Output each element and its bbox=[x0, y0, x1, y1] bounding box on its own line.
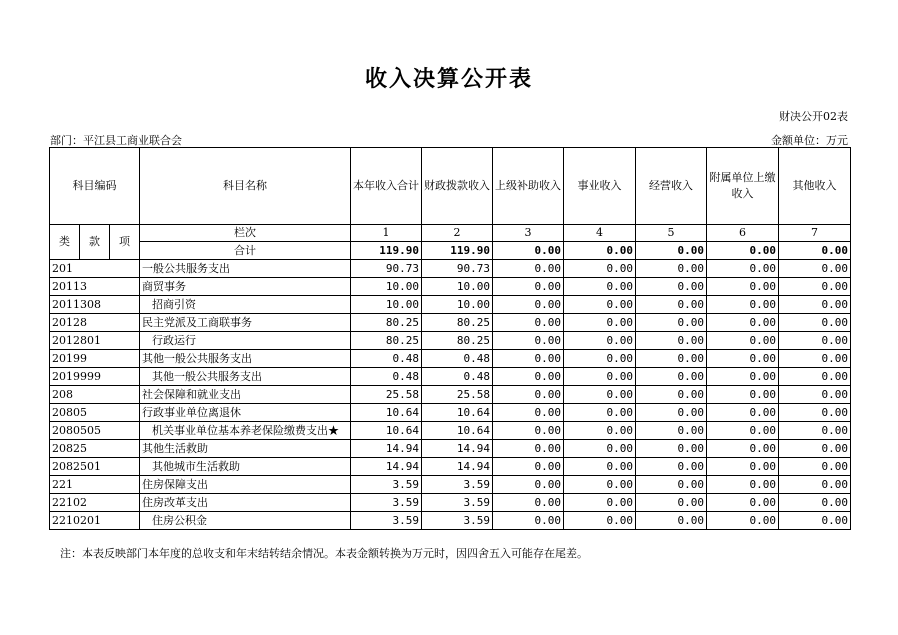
amount-cell: 0.00 bbox=[636, 476, 707, 494]
header-lei: 类 bbox=[50, 225, 80, 260]
amount-cell: 14.94 bbox=[351, 458, 422, 476]
subject-name-cell: 机关事业单位基本养老保险缴费支出★ bbox=[140, 422, 351, 440]
amount-cell: 0.00 bbox=[707, 440, 779, 458]
amount-cell: 0.48 bbox=[351, 350, 422, 368]
subject-name-cell: 其他城市生活救助 bbox=[140, 458, 351, 476]
table-row bbox=[50, 494, 851, 512]
header-col-3: 上级补助收入 bbox=[493, 148, 564, 225]
amount-cell: 0.00 bbox=[707, 512, 779, 530]
amount-cell: 0.00 bbox=[707, 260, 779, 278]
amount-cell: 10.64 bbox=[422, 422, 493, 440]
income-table bbox=[49, 147, 851, 530]
amount-cell: 0.00 bbox=[779, 458, 851, 476]
amount-cell: 0.00 bbox=[779, 314, 851, 332]
header-col-2: 财政拨款收入 bbox=[422, 148, 493, 225]
amount-cell: 0.48 bbox=[351, 368, 422, 386]
amount-cell: 14.94 bbox=[351, 440, 422, 458]
subject-code-cell: 22102 bbox=[50, 494, 140, 512]
amount-cell: 0.00 bbox=[707, 494, 779, 512]
subject-code-cell: 2080505 bbox=[50, 422, 140, 440]
amount-cell: 0.00 bbox=[493, 494, 564, 512]
amount-cell: 0.00 bbox=[636, 260, 707, 278]
amount-cell: 0.00 bbox=[493, 458, 564, 476]
col-number-4: 4 bbox=[564, 225, 636, 242]
header-lanci: 栏次 bbox=[140, 225, 351, 242]
amount-cell: 10.00 bbox=[351, 278, 422, 296]
amount-cell: 0.00 bbox=[707, 404, 779, 422]
amount-cell: 0.00 bbox=[779, 278, 851, 296]
amount-cell: 10.64 bbox=[351, 422, 422, 440]
amount-cell: 0.00 bbox=[493, 314, 564, 332]
col-number-1: 1 bbox=[351, 225, 422, 242]
amount-cell: 14.94 bbox=[422, 458, 493, 476]
amount-cell: 0.00 bbox=[564, 440, 636, 458]
subject-name-cell: 其他一般公共服务支出 bbox=[140, 368, 351, 386]
header-subject-code: 科目编码 bbox=[50, 148, 140, 225]
subject-code-cell: 208 bbox=[50, 386, 140, 404]
table-row bbox=[50, 386, 851, 404]
amount-cell: 0.00 bbox=[636, 440, 707, 458]
amount-cell: 3.59 bbox=[351, 476, 422, 494]
table-row bbox=[50, 476, 851, 494]
table-row bbox=[50, 512, 851, 530]
amount-cell: 0.48 bbox=[422, 368, 493, 386]
amount-cell: 10.00 bbox=[422, 296, 493, 314]
table-row bbox=[50, 260, 851, 278]
amount-cell: 80.25 bbox=[422, 332, 493, 350]
header-xiang: 项 bbox=[110, 225, 140, 260]
amount-unit-label: 金额单位：万元 bbox=[771, 134, 848, 147]
amount-cell: 0.00 bbox=[636, 278, 707, 296]
header-row bbox=[50, 148, 851, 225]
amount-cell: 80.25 bbox=[351, 332, 422, 350]
amount-cell: 25.58 bbox=[351, 386, 422, 404]
footnote: 注：本表反映部门本年度的总收支和年末结转结余情况。本表金额转换为万元时，因四舍五入可能存在尾差。 bbox=[60, 547, 588, 560]
amount-cell: 80.25 bbox=[422, 314, 493, 332]
amount-cell: 0.00 bbox=[493, 278, 564, 296]
amount-cell: 0.00 bbox=[779, 296, 851, 314]
subject-code-cell: 2011308 bbox=[50, 296, 140, 314]
amount-cell: 0.00 bbox=[564, 458, 636, 476]
amount-cell: 0.00 bbox=[779, 386, 851, 404]
col-number-2: 2 bbox=[422, 225, 493, 242]
amount-cell: 0.00 bbox=[564, 512, 636, 530]
header-col-7: 其他收入 bbox=[779, 148, 851, 225]
amount-cell: 0.00 bbox=[636, 350, 707, 368]
amount-cell: 0.00 bbox=[779, 512, 851, 530]
subject-name-cell: 行政运行 bbox=[140, 332, 351, 350]
amount-cell: 0.00 bbox=[707, 314, 779, 332]
table-row bbox=[50, 404, 851, 422]
amount-cell: 0.00 bbox=[707, 278, 779, 296]
amount-cell: 0.00 bbox=[779, 332, 851, 350]
amount-cell: 0.00 bbox=[493, 386, 564, 404]
subject-code-cell: 201 bbox=[50, 260, 140, 278]
amount-cell: 10.00 bbox=[351, 296, 422, 314]
subject-name-cell: 住房保障支出 bbox=[140, 476, 351, 494]
amount-cell: 0.00 bbox=[636, 458, 707, 476]
amount-cell: 0.00 bbox=[707, 350, 779, 368]
amount-cell: 0.00 bbox=[564, 332, 636, 350]
header-kuan: 款 bbox=[80, 225, 110, 260]
amount-cell: 0.00 bbox=[707, 386, 779, 404]
amount-cell: 0.00 bbox=[493, 332, 564, 350]
header-col-6: 附属单位上缴收入 bbox=[707, 148, 779, 225]
amount-cell: 90.73 bbox=[351, 260, 422, 278]
subject-code-cell: 20199 bbox=[50, 350, 140, 368]
table-row bbox=[50, 422, 851, 440]
amount-cell: 0.00 bbox=[564, 422, 636, 440]
subject-code-cell: 2082501 bbox=[50, 458, 140, 476]
subject-code-cell: 221 bbox=[50, 476, 140, 494]
amount-cell: 0.00 bbox=[779, 404, 851, 422]
amount-cell: 3.59 bbox=[351, 494, 422, 512]
table-row bbox=[50, 350, 851, 368]
amount-cell: 0.48 bbox=[422, 350, 493, 368]
amount-cell: 0.00 bbox=[779, 368, 851, 386]
subject-code-cell: 2210201 bbox=[50, 512, 140, 530]
amount-cell: 0.00 bbox=[636, 386, 707, 404]
subject-name-cell: 住房公积金 bbox=[140, 512, 351, 530]
col-number-5: 5 bbox=[636, 225, 707, 242]
department-label: 部门：平江县工商业联合会 bbox=[50, 134, 182, 147]
table-row bbox=[50, 296, 851, 314]
total-value: 119.90 bbox=[351, 242, 422, 260]
amount-cell: 0.00 bbox=[636, 296, 707, 314]
total-value: 0.00 bbox=[564, 242, 636, 260]
amount-cell: 0.00 bbox=[564, 278, 636, 296]
table-row bbox=[50, 278, 851, 296]
table-row bbox=[50, 368, 851, 386]
subject-code-cell: 20805 bbox=[50, 404, 140, 422]
subject-name-cell: 其他一般公共服务支出 bbox=[140, 350, 351, 368]
subject-name-cell: 招商引资 bbox=[140, 296, 351, 314]
amount-cell: 10.64 bbox=[351, 404, 422, 422]
amount-cell: 3.59 bbox=[422, 494, 493, 512]
amount-cell: 14.94 bbox=[422, 440, 493, 458]
header-col-1: 本年收入合计 bbox=[351, 148, 422, 225]
subject-code-cell: 2012801 bbox=[50, 332, 140, 350]
amount-cell: 0.00 bbox=[564, 350, 636, 368]
amount-cell: 80.25 bbox=[351, 314, 422, 332]
subject-name-cell: 民主党派及工商联事务 bbox=[140, 314, 351, 332]
amount-cell: 0.00 bbox=[493, 422, 564, 440]
table-row bbox=[50, 332, 851, 350]
amount-cell: 0.00 bbox=[493, 512, 564, 530]
amount-cell: 0.00 bbox=[636, 512, 707, 530]
amount-cell: 0.00 bbox=[707, 422, 779, 440]
header-subject-name: 科目名称 bbox=[140, 148, 351, 225]
amount-cell: 0.00 bbox=[779, 494, 851, 512]
subject-name-cell: 行政事业单位离退休 bbox=[140, 404, 351, 422]
total-value: 0.00 bbox=[636, 242, 707, 260]
amount-cell: 0.00 bbox=[707, 458, 779, 476]
amount-cell: 0.00 bbox=[636, 314, 707, 332]
amount-cell: 0.00 bbox=[493, 440, 564, 458]
header-col-4: 事业收入 bbox=[564, 148, 636, 225]
amount-cell: 3.59 bbox=[351, 512, 422, 530]
amount-cell: 0.00 bbox=[564, 368, 636, 386]
amount-cell: 0.00 bbox=[707, 476, 779, 494]
total-row bbox=[50, 242, 851, 260]
amount-cell: 0.00 bbox=[564, 260, 636, 278]
header-col-5: 经营收入 bbox=[636, 148, 707, 225]
subject-code-cell: 20825 bbox=[50, 440, 140, 458]
amount-cell: 0.00 bbox=[779, 422, 851, 440]
amount-cell: 0.00 bbox=[707, 332, 779, 350]
subject-name-cell: 其他生活救助 bbox=[140, 440, 351, 458]
table-row bbox=[50, 440, 851, 458]
subject-name-cell: 住房改革支出 bbox=[140, 494, 351, 512]
col-number-6: 6 bbox=[707, 225, 779, 242]
table-row bbox=[50, 314, 851, 332]
subject-code-cell: 20113 bbox=[50, 278, 140, 296]
amount-cell: 0.00 bbox=[779, 440, 851, 458]
subject-code-cell: 20128 bbox=[50, 314, 140, 332]
amount-cell: 0.00 bbox=[636, 332, 707, 350]
amount-cell: 0.00 bbox=[636, 422, 707, 440]
amount-cell: 0.00 bbox=[707, 296, 779, 314]
amount-cell: 0.00 bbox=[493, 476, 564, 494]
amount-cell: 0.00 bbox=[779, 476, 851, 494]
amount-cell: 25.58 bbox=[422, 386, 493, 404]
total-value: 0.00 bbox=[779, 242, 851, 260]
col-number-3: 3 bbox=[493, 225, 564, 242]
amount-cell: 0.00 bbox=[493, 260, 564, 278]
amount-cell: 3.59 bbox=[422, 476, 493, 494]
amount-cell: 0.00 bbox=[493, 404, 564, 422]
amount-cell: 0.00 bbox=[779, 260, 851, 278]
subject-name-cell: 商贸事务 bbox=[140, 278, 351, 296]
amount-cell: 10.00 bbox=[422, 278, 493, 296]
total-value: 0.00 bbox=[707, 242, 779, 260]
amount-cell: 0.00 bbox=[564, 476, 636, 494]
subject-code-cell: 2019999 bbox=[50, 368, 140, 386]
column-number-row bbox=[50, 225, 851, 242]
amount-cell: 0.00 bbox=[564, 314, 636, 332]
amount-cell: 0.00 bbox=[636, 404, 707, 422]
amount-cell: 0.00 bbox=[707, 368, 779, 386]
amount-cell: 10.64 bbox=[422, 404, 493, 422]
amount-cell: 0.00 bbox=[493, 350, 564, 368]
amount-cell: 0.00 bbox=[564, 404, 636, 422]
amount-cell: 3.59 bbox=[422, 512, 493, 530]
col-number-7: 7 bbox=[779, 225, 851, 242]
total-value: 0.00 bbox=[493, 242, 564, 260]
subject-name-cell: 一般公共服务支出 bbox=[140, 260, 351, 278]
table-row bbox=[50, 458, 851, 476]
amount-cell: 0.00 bbox=[493, 368, 564, 386]
amount-cell: 90.73 bbox=[422, 260, 493, 278]
page-title: 收入决算公开表 bbox=[364, 66, 533, 92]
total-label: 合计 bbox=[140, 242, 351, 260]
amount-cell: 0.00 bbox=[493, 296, 564, 314]
subject-name-cell: 社会保障和就业支出 bbox=[140, 386, 351, 404]
amount-cell: 0.00 bbox=[564, 386, 636, 404]
amount-cell: 0.00 bbox=[564, 494, 636, 512]
amount-cell: 0.00 bbox=[636, 368, 707, 386]
form-code: 财决公开02表 bbox=[779, 110, 848, 123]
amount-cell: 0.00 bbox=[636, 494, 707, 512]
amount-cell: 0.00 bbox=[779, 350, 851, 368]
amount-cell: 0.00 bbox=[564, 296, 636, 314]
total-value: 119.90 bbox=[422, 242, 493, 260]
